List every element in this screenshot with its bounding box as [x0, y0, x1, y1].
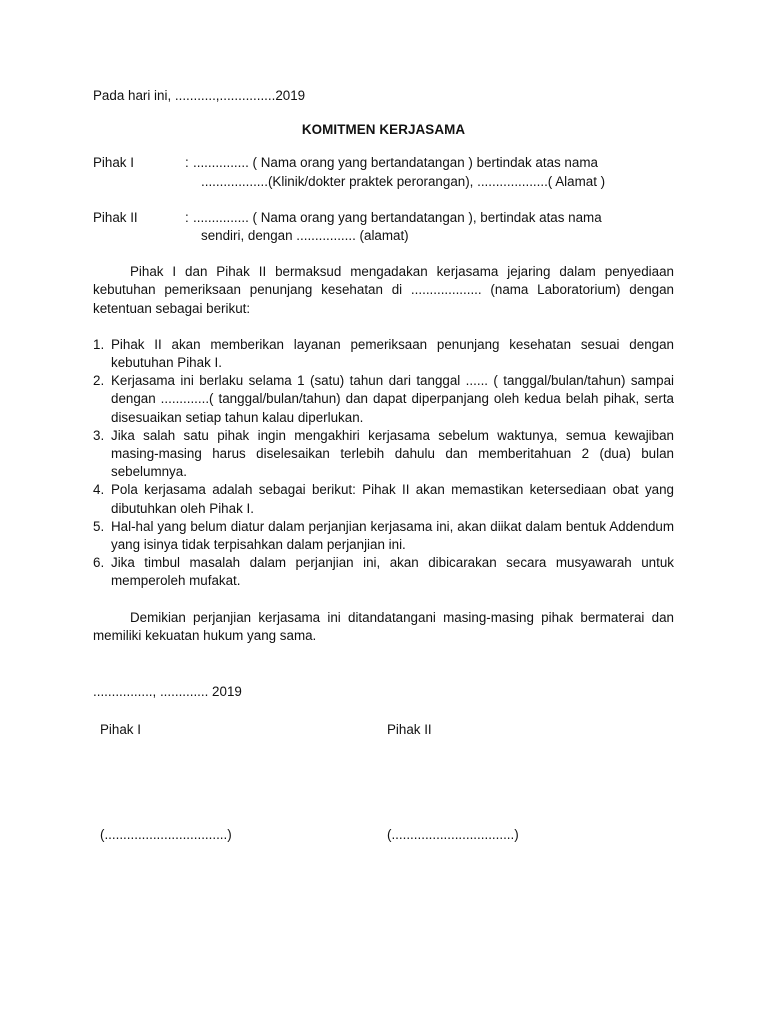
term-item [93, 481, 674, 517]
intro-paragraph: Pihak I dan Pihak II bermaksud mengadakan kerjasama jejaring dalam penyediaan kebutuhan pemeriksaan penunjang kesehatan di ................... (nama Laboratorium) dengan ketentuan sebagai berikut: [93, 264, 674, 316]
term-item [93, 336, 674, 372]
signature-block [93, 721, 674, 844]
term-text: Kerjasama ini berlaku selama 1 (satu) tahun dari tanggal ...... ( tanggal/bulan/tahun) sampai dengan .............( tanggal/bulan/tahun) dan dapat diperpanjang oleh kedua belah pihak, serta disesuaikan setiap tahun kalau diperlukan. [111, 373, 674, 425]
party-details-line1: ............... ( Nama orang yang bertandatangan ) bertindak atas nama [193, 155, 598, 171]
term-number: 5. [93, 518, 105, 534]
signature-label: Pihak I [100, 722, 141, 738]
terms-list [93, 336, 674, 591]
signature-second [387, 721, 674, 844]
signature-first [100, 721, 387, 844]
term-item [93, 554, 674, 590]
term-text: Hal-hal yang belum diatur dalam perjanjian kerjasama ini, akan diikat dalam bentuk Addendum yang isinya tidak terpisahkan dalam perjanjian ini. [111, 518, 674, 553]
document-title: KOMITMEN KERJASAMA [301, 122, 466, 138]
signature-space [100, 739, 387, 826]
party-details-line1: ............... ( Nama orang yang bertandatangan ), bertindak atas nama [193, 209, 602, 225]
signature-name-line: (.................................) [100, 827, 232, 843]
party-colon: : [185, 155, 189, 171]
closing-paragraph: Demikian perjanjian kerjasama ini ditandatangani masing-masing pihak bermaterai dan memiliki kekuatan hukum yang sama. [93, 609, 674, 643]
term-text: Jika salah satu pihak ingin mengakhiri kerjasama sebelum waktunya, semua kewajiban masing-masing harus diselesaikan terlebih dahulu dan memberitahuan 2 (dua) bulan sebelumnya. [111, 427, 674, 480]
date-line: Pada hari ini, ...........,...............2019 [93, 88, 306, 103]
place-date-line: ................, ............. 2019 [93, 684, 242, 700]
party-label: Pihak I [93, 155, 134, 171]
document-page [93, 87, 674, 845]
term-number: 4. [93, 482, 105, 498]
term-item [93, 372, 674, 427]
signature-space [387, 739, 674, 826]
term-number: 2. [93, 373, 105, 389]
signature-label: Pihak II [387, 722, 432, 738]
term-number: 6. [93, 555, 105, 571]
party-details [193, 209, 674, 245]
term-number: 3. [93, 427, 105, 443]
party-details-line2: ..................(Klinik/dokter praktek perorangan), ...................( Alamat ) [201, 173, 606, 189]
term-text: Pihak II akan memberikan layanan pemeriksaan penunjang kesehatan sesuai dengan kebutuhan Pihak I. [111, 336, 674, 371]
term-item [93, 518, 674, 554]
party-second [93, 209, 674, 245]
party-label: Pihak II [93, 209, 138, 225]
term-number: 1. [93, 336, 105, 352]
party-details-line2: sendiri, dengan ................ (alamat) [201, 228, 409, 244]
term-item [93, 427, 674, 482]
signature-name-line: (.................................) [387, 827, 519, 843]
term-text: Pola kerjasama adalah sebagai berikut: Pihak II akan memastikan ketersediaan obat yang dibutuhkan oleh Pihak I. [111, 482, 674, 516]
party-details [193, 154, 674, 190]
party-first [93, 154, 674, 190]
party-colon: : [185, 209, 189, 225]
term-text: Jika timbul masalah dalam perjanjian ini, akan dibicarakan secara musyawarah untuk memperoleh mufakat. [111, 555, 674, 589]
